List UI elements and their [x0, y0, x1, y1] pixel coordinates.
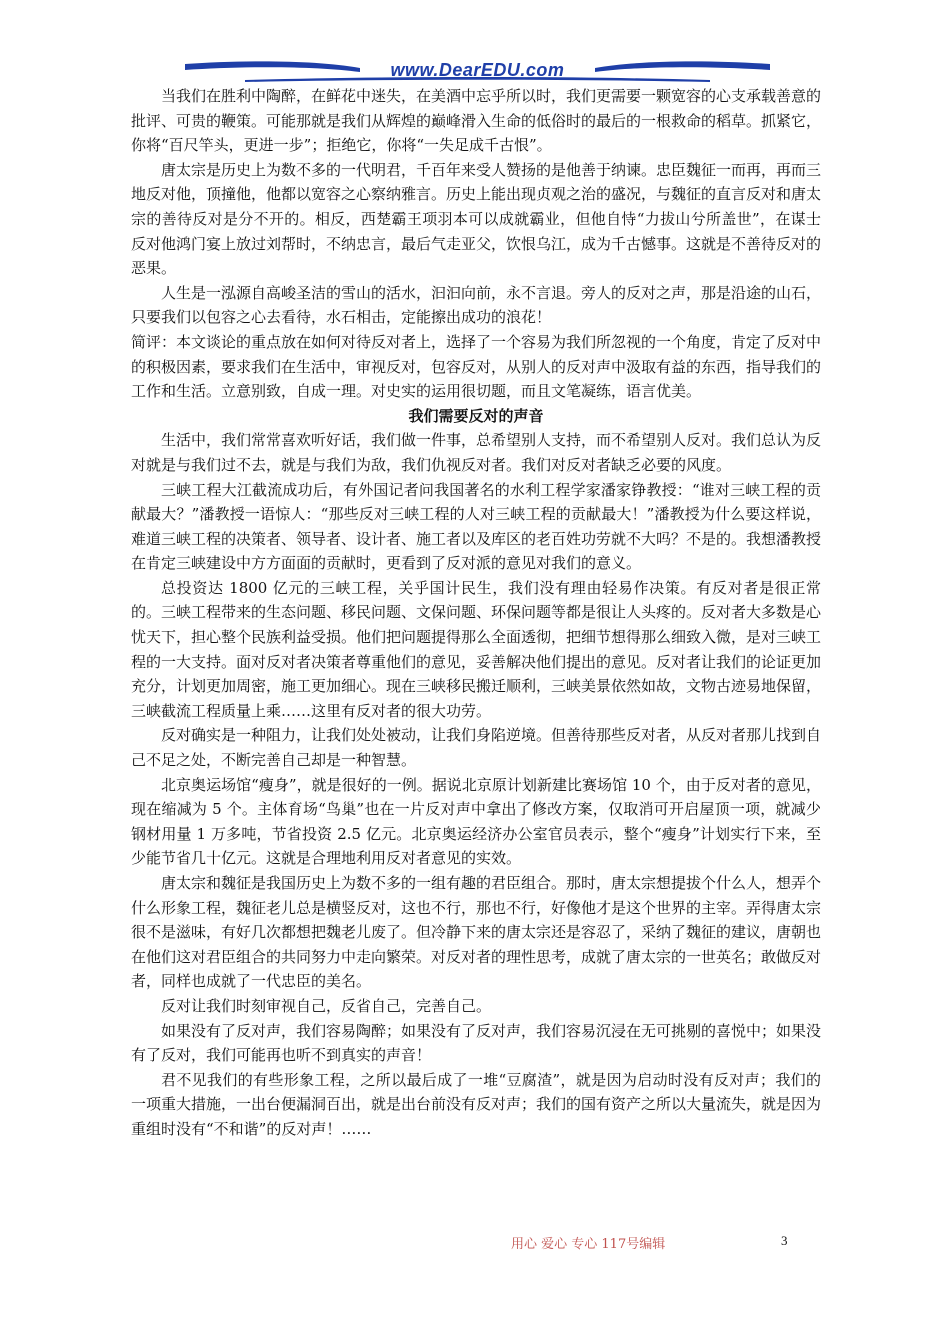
article-body — [131, 84, 821, 1142]
paragraph: 君不见我们的有些形象工程，之所以最后成了一堆“豆腐渣”，就是因为启动时没有反对声；我们的一项重大措施，一出台便漏洞百出，就是出台前没有反对声；我们的国有资产之所以大量流失，就是因为重组时没有“不和谐”的反对声！…… — [131, 1070, 822, 1138]
paragraph: 反对确实是一种阻力，让我们处处被动，让我们身陷逆境。但善待那些反对者，从反对者那儿找到自己不足之处，不断完善自己却是一种智慧。 — [131, 726, 822, 770]
site-logo-text: www.DearEDU.com — [390, 60, 565, 80]
section-title: 我们需要反对的声音 — [408, 406, 544, 425]
paragraph: 总投资达 1800 亿元的三峡工程，关乎国计民生，我们没有理由轻易作决策。有反对者是很正常的。三峡工程带来的生态问题、移民问题、文保问题、环保问题等都是很让人头疼的。反对者大多数是心忧天下，担心整个民族利益受损。他们把问题提得那么全面透彻，把细节想得那么细致入微，是对三峡工程的一大支持。面对反对者决策者尊重他们的意见，妥善解决他们提出的意见。反对者让我们的论证更加充分，计划更加周密，施工更加细心。现在三峡移民搬迁顺利，三峡美景依然如故，文物古迹易地保留，三峡截流工程质量上乘……这里有反对者的很大功劳。 — [131, 578, 822, 720]
paragraph: 如果没有了反对声，我们容易陶醉；如果没有了反对声，我们容易沉浸在无可挑剔的喜悦中；如果没有了反对，我们可能再也听不到真实的声音！ — [131, 1021, 822, 1065]
paragraph: 当我们在胜利中陶醉，在鲜花中迷失，在美酒中忘乎所以时，我们更需要一颗宽容的心支承载善意的批评、可贵的鞭策。可能那就是我们从辉煌的巅峰滑入生命的低俗时的最后的一根救命的稻草。抓紧它，你将“百尺竿头，更进一步”；拒绝它，你将“一失足成千古恨”。 — [131, 87, 822, 155]
paragraph: 北京奥运场馆“瘦身”，就是很好的一例。据说北京原计划新建比赛场馆 10 个，由于反对者的意见，现在缩减为 5 个。主体育场“鸟巢”也在一片反对声中拿出了修改方案，仅取消可开启屋顶一项，就减少钢材用量 1 万多吨，节省投资 2.5 亿元。北京奥运经济办公室官员表示，整个“瘦身”计划实行下来，至少能节省几十亿元。这就是合理地利用反对者意见的实效。 — [131, 775, 821, 868]
paragraph: 人生是一泓源自高峻圣洁的雪山的活水，汩汩向前，永不言退。旁人的反对之声，那是沿途的山石，只要我们以包容之心去看待，水石相击，定能擦出成功的浪花！ — [131, 283, 822, 327]
footer-note: 用心 爱心 专心 117号编辑 — [511, 1237, 666, 1252]
paragraph: 反对让我们时刻审视自己，反省自己，完善自己。 — [161, 996, 492, 1015]
page-number: 3 — [781, 1233, 788, 1248]
paragraph: 唐太宗是历史上为数不多的一代明君，千百年来受人赞扬的是他善于纳谏。忠臣魏征一而再，再而三地反对他，顶撞他，他都以宽容之心察纳雅言。历史上能出现贞观之治的盛况，与魏征的直言反对和唐太宗的善待反对是分不开的。相反，西楚霸王项羽本可以成就霸业，但他自恃“力拔山兮所盖世”，在谋士反对他鸿门宴上放过刘帮时，不纳忠言，最后气走亚父，饮恨乌江，成为千古憾事。这就是不善待反对的恶果。 — [131, 160, 822, 278]
paragraph: 生活中，我们常常喜欢听好话，我们做一件事，总希望别人支持，而不希望别人反对。我们总认为反对就是与我们过不去，就是与我们为敌，我们仇视反对者。我们对反对者缺乏必要的风度。 — [131, 431, 822, 474]
page-header — [185, 56, 770, 86]
paragraph: 唐太宗和魏征是我国历史上为数不多的一组有趣的君臣组合。那时，唐太宗想提拔个什么人，想弄个什么形象工程，魏征老儿总是横竖反对，这也不行，那也不行，好像他才是这个世界的主宰。弄得唐太宗很不是滋味，有好几次都想把魏老儿废了。但冷静下来的唐太宗还是容忍了，采纳了魏征的建议，唐朝也在他们这对君臣组合的共同努力中走向繁荣。对反对者的理性思考，成就了唐太宗的一世英名；敢做反对者，同样也成就了一代忠臣的美名。 — [131, 874, 822, 991]
paragraph: 三峡工程大江截流成功后，有外国记者问我国著名的水利工程学家潘家铮教授：“谁对三峡工程的贡献最大？”潘教授一语惊人：“那些反对三峡工程的人对三峡工程的贡献最大！”潘教授为什么要这样说，难道三峡工程的决策者、领导者、设计者、施工者以及库区的老百姓功劳就不大吗？不是的。我想潘教授在肯定三峡建设中方方面面的贡献时，更看到了反对派的意见对我们的意义。 — [131, 480, 822, 573]
comment-paragraph: 简评：本文谈论的重点放在如何对待反对者上，选择了一个容易为我们所忽视的一个角度，肯定了反对中的积极因素，要求我们在生活中，审视反对，包容反对，从别人的反对声中汲取有益的东西，指导我们的工作和生活。立意别致，自成一理。对史实的运用很切题，而且文笔凝练，语言优美。 — [131, 332, 822, 401]
